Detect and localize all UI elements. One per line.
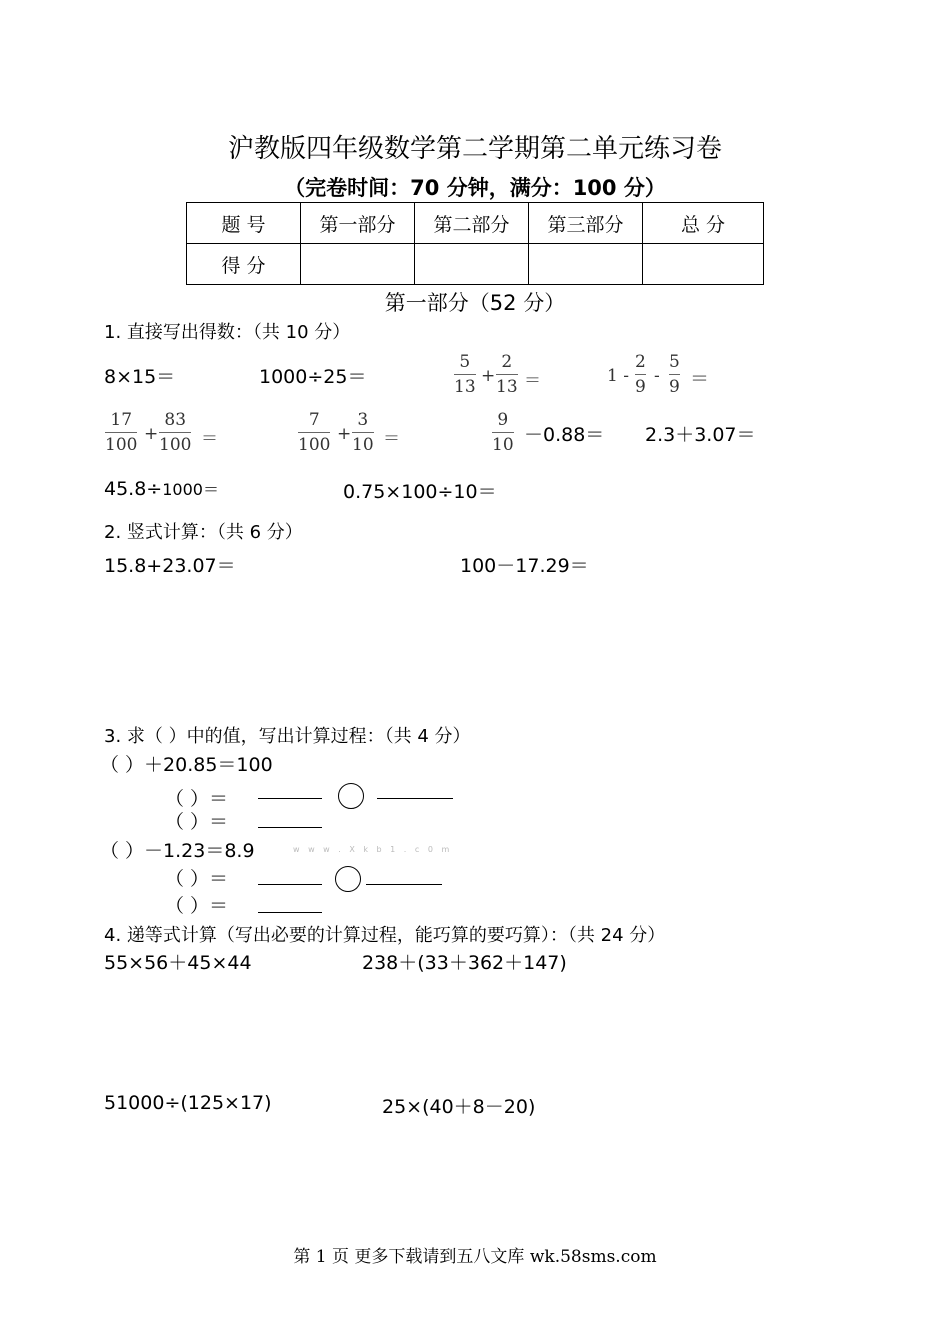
page-title: 沪教版四年级数学第二学期第二单元练习卷 bbox=[227, 134, 722, 164]
expression: 25×(40＋8－20) bbox=[382, 1096, 536, 1118]
expression bbox=[104, 477, 219, 500]
numerator: 3 bbox=[357, 410, 369, 430]
numerator: 9 bbox=[497, 410, 509, 430]
operator-circle[interactable] bbox=[335, 866, 361, 892]
step-label: （ ）＝ bbox=[165, 788, 229, 810]
score-table bbox=[186, 202, 764, 285]
table-row-label: 得 分 bbox=[187, 244, 301, 285]
answer-blank[interactable] bbox=[258, 798, 322, 799]
numerator: 5 bbox=[669, 352, 680, 372]
expression: 15.8+23.07＝ bbox=[104, 555, 236, 577]
question-heading: 4. 递等式计算（写出必要的计算过程，能巧算的要巧算）：（共 24 分） bbox=[104, 925, 666, 946]
denominator: 100 bbox=[159, 435, 192, 455]
step-label: （ ）＝ bbox=[165, 811, 229, 833]
operator: 1 - bbox=[607, 366, 629, 386]
expression: 0.75×100÷10＝ bbox=[343, 481, 497, 503]
fraction bbox=[454, 351, 476, 398]
step-label: （ ）＝ bbox=[165, 868, 229, 890]
expression: 2.3＋3.07＝ bbox=[645, 424, 756, 446]
expression-part: 1000＝ bbox=[162, 480, 219, 499]
denominator: 100 bbox=[298, 435, 331, 455]
equation: （ ）＋20.85＝100 bbox=[100, 754, 273, 776]
operator: ＝ bbox=[383, 429, 400, 449]
section-heading: 第一部分（52 分） bbox=[384, 291, 566, 315]
equation: （ ）－1.23＝8.9 bbox=[100, 840, 255, 862]
question-heading: 1. 直接写出得数：（共 10 分） bbox=[104, 322, 351, 343]
fraction bbox=[496, 351, 518, 398]
table-header-cell: 第三部分 bbox=[529, 203, 643, 244]
operator: + bbox=[144, 424, 159, 444]
answer-blank[interactable] bbox=[258, 912, 322, 913]
denominator: 13 bbox=[454, 377, 476, 397]
denominator: 9 bbox=[635, 377, 646, 397]
numerator: 2 bbox=[501, 352, 513, 372]
expression: －0.88＝ bbox=[524, 424, 605, 446]
score-cell[interactable] bbox=[415, 244, 529, 285]
fraction bbox=[635, 351, 646, 398]
numerator: 7 bbox=[308, 410, 320, 430]
operator: + bbox=[481, 366, 496, 386]
question-heading: 3. 求（ ）中的值，写出计算过程：（共 4 分） bbox=[104, 726, 471, 747]
table-row bbox=[187, 203, 764, 244]
operator-circle[interactable] bbox=[338, 783, 364, 809]
table-row bbox=[187, 244, 764, 285]
page-footer: 第 1 页 更多下载请到五八文库 wk.58sms.com bbox=[293, 1247, 657, 1267]
numerator: 2 bbox=[635, 352, 646, 372]
fraction bbox=[669, 351, 680, 398]
numerator: 17 bbox=[110, 410, 133, 430]
expression: 55×56＋45×44 bbox=[104, 952, 252, 974]
expression: 8×15＝ bbox=[104, 366, 176, 388]
numerator: 83 bbox=[164, 410, 187, 430]
answer-blank[interactable] bbox=[366, 884, 442, 885]
expression: 1000÷25＝ bbox=[259, 366, 367, 388]
answer-blank[interactable] bbox=[258, 884, 322, 885]
watermark: w w w . X k b 1 . c 0 m bbox=[293, 845, 453, 854]
expression: 238＋(33＋362＋147) bbox=[362, 952, 567, 974]
denominator: 10 bbox=[492, 435, 514, 455]
expression: 100－17.29＝ bbox=[460, 555, 589, 577]
denominator: 13 bbox=[496, 377, 518, 397]
denominator: 9 bbox=[669, 377, 680, 397]
operator: - bbox=[654, 366, 660, 386]
operator: ＝ bbox=[201, 429, 218, 449]
step-label: （ ）＝ bbox=[165, 895, 229, 917]
operator: ＝ bbox=[690, 368, 710, 390]
expression-part: 45.8÷ bbox=[104, 478, 163, 500]
table-header-cell: 第一部分 bbox=[301, 203, 415, 244]
fraction bbox=[159, 409, 191, 456]
expression: 51000÷(125×17) bbox=[104, 1092, 272, 1114]
numerator: 5 bbox=[459, 352, 471, 372]
fraction bbox=[298, 409, 330, 456]
score-cell[interactable] bbox=[643, 244, 764, 285]
fraction bbox=[352, 409, 374, 456]
score-cell[interactable] bbox=[301, 244, 415, 285]
answer-blank[interactable] bbox=[377, 798, 453, 799]
table-header-cell: 总 分 bbox=[643, 203, 764, 244]
exam-info: （完卷时间：70 分钟，满分：100 分） bbox=[284, 176, 666, 200]
operator: ＝ bbox=[524, 371, 541, 391]
table-header-cell: 第二部分 bbox=[415, 203, 529, 244]
fraction bbox=[105, 409, 137, 456]
fraction bbox=[492, 409, 514, 456]
denominator: 100 bbox=[105, 435, 138, 455]
answer-blank[interactable] bbox=[258, 827, 322, 828]
table-header-cell: 题 号 bbox=[187, 203, 301, 244]
question-heading: 2. 竖式计算：（共 6 分） bbox=[104, 522, 303, 543]
operator: + bbox=[337, 424, 352, 444]
score-cell[interactable] bbox=[529, 244, 643, 285]
denominator: 10 bbox=[352, 435, 374, 455]
